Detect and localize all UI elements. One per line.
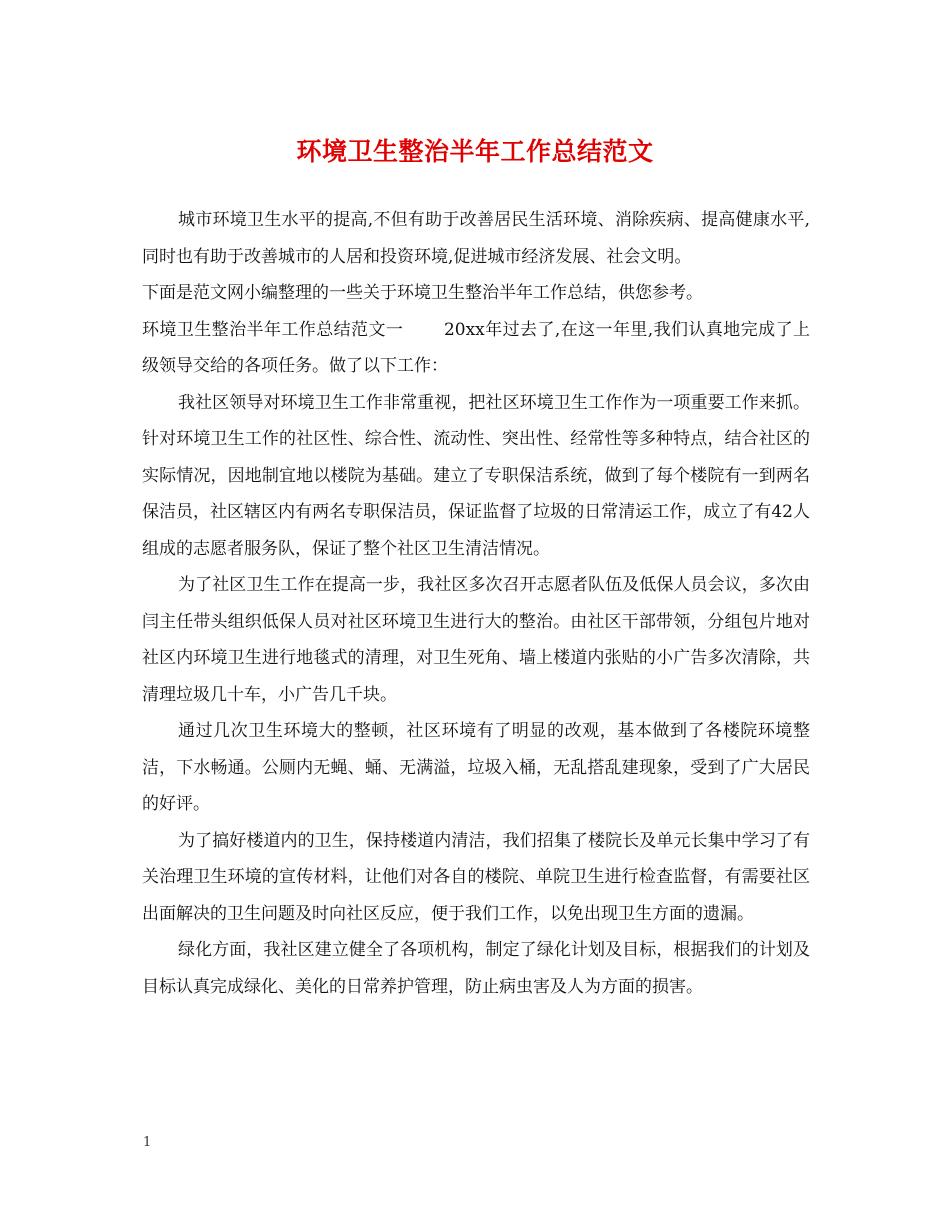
paragraph-corridors: 为了搞好楼道内的卫生，保持楼道内清洁，我们招集了楼院长及单元长集中学习了有关治理卫生环境的宣传材料，让他们对各自的楼院、单院卫生进行检查监督，有需要社区出面解决的卫生问题及时向社区反应，便于我们工作，以免出现卫生方面的遗漏。 — [142, 830, 810, 924]
document-body — [142, 202, 810, 1005]
paragraph-greening: 绿化方面，我社区建立健全了各项机构，制定了绿化计划及目标，根据我们的计划及目标认真完成绿化、美化的日常养护管理，防止病虫害及人为方面的损害。 — [142, 940, 810, 997]
page-number: 1 — [143, 1135, 152, 1150]
paragraph-results: 通过几次卫生环境大的整顿，社区环境有了明显的改观，基本做到了各楼院环境整洁，下水畅通。公厕内无蝇、蛹、无满溢，垃圾入桶，无乱搭乱建现象，受到了广大居民的好评。 — [142, 721, 810, 814]
paragraph-intro: 城市环境卫生水平的提高,不但有助于改善居民生活环境、消除疾病、提高健康水平,同时也有助于改善城市的人居和投资环境,促进城市经济发展、社会文明。 — [142, 210, 810, 267]
paragraph-section-heading: 环境卫生整治半年工作总结范文一 20xx年过去了,在这一年里,我们认真地完成了上级领导交给的各项任务。做了以下工作： — [142, 319, 810, 376]
paragraph-editor-note: 下面是范文网小编整理的一些关于环境卫生整治半年工作总结，供您参考。 — [142, 283, 703, 303]
paragraph-volunteers: 为了社区卫生工作在提高一步，我社区多次召开志愿者队伍及低保人员会议，多次由闫主任带头组织低保人员对社区环境卫生进行大的整治。由社区干部带领，分组包片地对社区内环境卫生进行地毯式的清理，对卫生死角、墙上楼道内张贴的小广告多次清除，共清理垃圾几十车，小广告几千块。 — [142, 575, 810, 705]
paragraph-leadership: 我社区领导对环境卫生工作非常重视，把社区环境卫生工作作为一项重要工作来抓。针对环境卫生工作的社区性、综合性、流动性、突出性、经常性等多种特点，结合社区的实际情况，因地制宜地以楼院为基础。建立了专职保洁系统，做到了每个楼院有一到两名保洁员，社区辖区内有两名专职保洁员，保证监督了垃圾的日常清运工作，成立了有42人组成的志愿者服务队，保证了整个社区卫生清洁情况。 — [142, 392, 810, 559]
document-title: 环境卫生整治半年工作总结范文 — [296, 137, 654, 166]
